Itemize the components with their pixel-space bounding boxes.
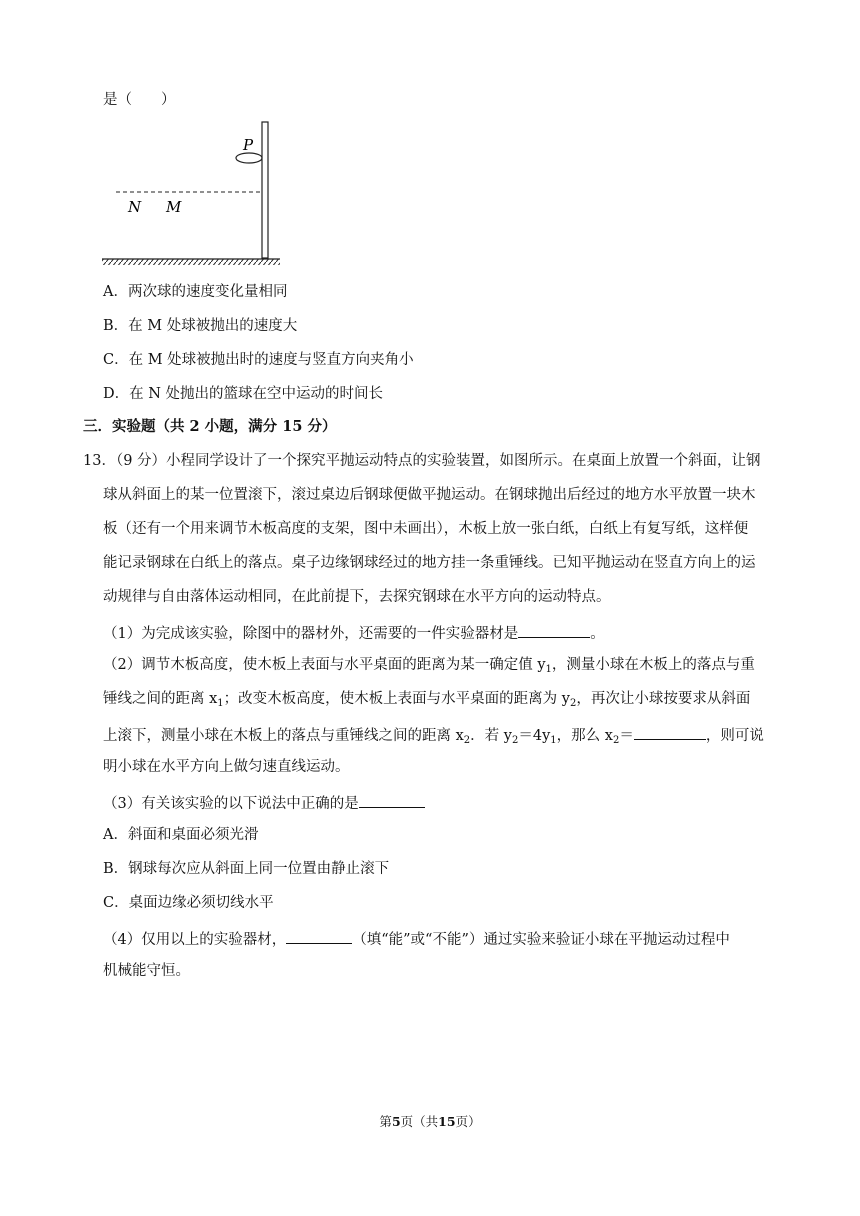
q13-number: 13．	[83, 453, 116, 469]
q12-option-d: D．在 N 处抛出的篮球在空中运动的时间长	[103, 386, 384, 402]
question-stem-end: 是（ ）	[103, 92, 176, 108]
q13-stem-line-2: 球从斜面上的某一位置滚下，滚过桌边后钢球便做平抛运动。在钢球抛出后经过的地方水平放置一块木	[103, 487, 756, 503]
q13-part1	[103, 621, 605, 644]
part1-text: （1）为完成该实验，除图中的器材外，还需要的一件实验器材是	[103, 626, 519, 642]
q13-part2-line-3	[103, 723, 764, 746]
pole	[262, 122, 268, 258]
footer-text: 页（共	[400, 1114, 439, 1129]
part2-text: ，那么 x	[556, 728, 613, 744]
subscript: 2	[511, 735, 519, 746]
answer-blank-2[interactable]	[634, 723, 706, 740]
q13-stem-line-1	[83, 451, 761, 471]
part2-text: ，再次让小球按要求从斜面	[576, 691, 751, 707]
basket-figure	[96, 118, 296, 268]
part2-text: ．若 y	[470, 728, 512, 744]
subscript: 1	[550, 735, 557, 746]
q13-part3	[103, 791, 425, 814]
q12-option-b: B．在 M 处球被抛出的速度大	[103, 318, 298, 334]
footer-text: 页）	[455, 1114, 481, 1129]
q13-part3-option-c: C．桌面边缘必须切线水平	[103, 895, 274, 911]
page-number: 5	[391, 1114, 401, 1129]
q13-stem-line-3: 板（还有一个用来调节木板高度的支架，图中未画出），木板上放一张白纸，白纸上有复写纸，这样便	[103, 521, 749, 537]
part2-text: ，测量小球在木板上的落点与重	[551, 657, 755, 673]
part2-text: ，则可说	[705, 728, 764, 744]
q13-stem-text: （9 分）小程同学设计了一个探究平抛运动特点的实验装置，如图所示。在桌面上放置一个斜面，让钢	[115, 453, 761, 469]
part3-text: （3）有关该实验的以下说法中正确的是	[103, 796, 359, 812]
total-pages: 15	[438, 1114, 456, 1129]
section-title: 三．实验题（共 2 小题，满分 15 分）	[83, 418, 337, 435]
answer-blank-3[interactable]	[359, 791, 425, 808]
hoop	[236, 153, 262, 163]
answer-blank-1[interactable]	[518, 621, 590, 638]
subscript: 2	[612, 735, 620, 746]
q13-part2-line-2	[103, 689, 750, 709]
part2-text: 上滚下，测量小球在木板上的落点与重锤线之间的距离 x	[103, 728, 464, 744]
part4-text: （填“能”或“不能”）通过实验来验证小球在平抛运动过程中	[352, 932, 730, 948]
answer-blank-4[interactable]	[286, 927, 352, 944]
q12-option-a: A．两次球的速度变化量相同	[103, 284, 288, 300]
label-n: N	[128, 198, 142, 216]
part1-end: 。	[590, 626, 605, 642]
q13-stem-line-4: 能记录钢球在白纸上的落点。桌子边缘钢球经过的地方挂一条重锤线。已知平抛运动在竖直方向上的运	[103, 555, 756, 571]
page-footer	[0, 1112, 860, 1130]
q13-part3-option-a: A．斜面和桌面必须光滑	[103, 827, 259, 843]
part2-text: 锤线之间的距离 x	[103, 691, 218, 707]
q13-part2-line-4: 明小球在水平方向上做匀速直线运动。	[103, 759, 350, 775]
q13-part4-line-1	[103, 927, 730, 950]
footer-text: 第	[379, 1114, 392, 1129]
q13-part2-line-1	[103, 655, 755, 675]
label-m: M	[166, 198, 182, 216]
part2-text: ＝4y	[518, 728, 551, 744]
part2-text: ；改变木板高度，使木板上表面与水平桌面的距离为 y	[223, 691, 570, 707]
label-p: P	[243, 136, 254, 154]
q13-part4-line-2: 机械能守恒。	[103, 963, 190, 979]
q13-stem-line-5: 动规律与自由落体运动相同，在此前提下，去探究钢球在水平方向的运动特点。	[103, 589, 611, 605]
part2-text: ＝	[619, 728, 634, 744]
part4-text: （4）仅用以上的实验器材，	[103, 932, 287, 948]
ground-hatch	[102, 259, 280, 265]
part2-text: （2）调节木板高度，使木板上表面与水平桌面的距离为某一确定值 y	[103, 657, 546, 673]
subscript: 2	[463, 735, 471, 746]
subscript: 1	[545, 664, 552, 675]
q12-option-c: C．在 M 处球被抛出时的速度与竖直方向夹角小	[103, 352, 414, 368]
q13-part3-option-b: B．钢球每次应从斜面上同一位置由静止滚下	[103, 861, 390, 877]
subscript: 2	[569, 698, 577, 709]
subscript: 1	[217, 698, 224, 709]
